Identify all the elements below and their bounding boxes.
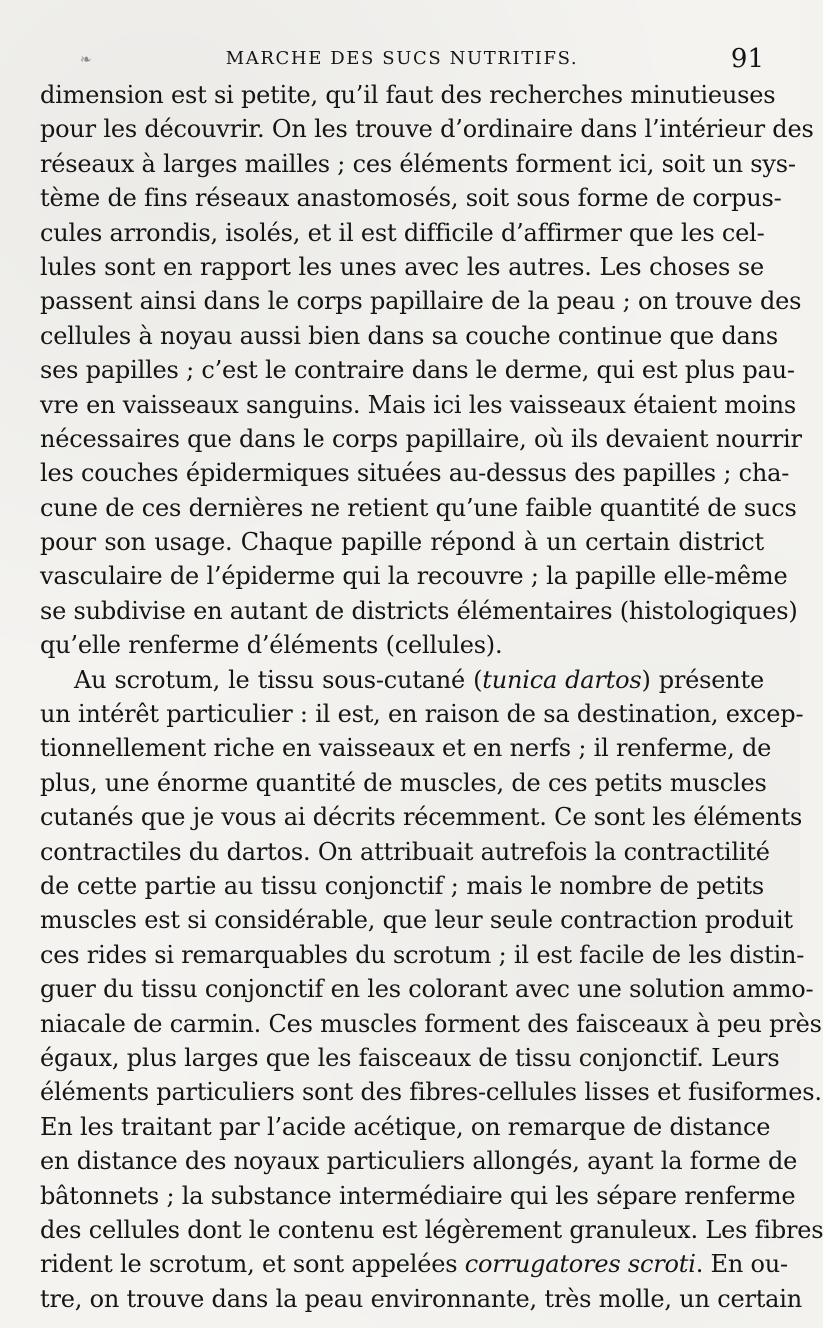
text-line: dimension est si petite, qu’il faut des recherches minutieuses (40, 81, 776, 109)
text-line: ces rides si remarquables du scrotum ; il est facile de les distin- (40, 940, 805, 969)
text-fragment: rident le scrotum, et sont appelées (40, 1250, 465, 1279)
text-line: éléments particuliers sont des fibres-cellules lisses et fusiformes. (40, 1078, 822, 1107)
text-line: tionnellement riche en vaisseaux et en nerfs ; il renferme, de (40, 734, 772, 763)
text-line: En les traitant par l’acide acétique, on remarque de distance (40, 1112, 771, 1141)
text-line: muscles est si considérable, que leur seule contraction produit (40, 906, 793, 935)
text-line: se subdivise en autant de districts élémentaires (histologiques) (40, 596, 798, 625)
paragraph-end-line: qu’elle renferme d’éléments (cellules). (40, 631, 503, 660)
page-number: 91 (730, 44, 764, 74)
text-line: cules arrondis, isolés, et il est difficile d’affirmer que les cel- (40, 218, 765, 247)
text-line: guer du tissu conjonctif en les colorant avec une solution ammo- (40, 975, 814, 1004)
text-line: plus, une énorme quantité de muscles, de ces petits muscles (40, 768, 767, 797)
text-line: de cette partie au tissu conjonctif ; mais le nombre de petits (40, 871, 764, 900)
text-fragment: ) présente (641, 665, 764, 694)
text-line: nécessaires que dans le corps papillaire, où ils devaient nourrir (40, 424, 802, 453)
text-line: niacale de carmin. Ces muscles forment des faisceaux à peu près (40, 1009, 822, 1038)
text-line: cellules à noyau aussi bien dans sa couche continue que dans (40, 321, 779, 350)
running-header (40, 44, 764, 74)
text-line: tème de fins réseaux anastomosés, soit sous forme de corpus- (40, 184, 782, 213)
text-line: des cellules dont le contenu est légèrement granuleux. Les fibres (40, 1215, 823, 1244)
text-line (40, 1247, 788, 1281)
text-line: passent ainsi dans le corps papillaire de la peau ; on trouve des (40, 287, 802, 316)
text-line: ses papilles ; c’est le contraire dans le derme, qui est plus pau- (40, 356, 795, 385)
text-line: tre, on trouve dans la peau environnante, très molle, un certain (40, 1284, 803, 1313)
italic-term: tunica dartos (482, 665, 642, 694)
text-fragment: . En ou- (695, 1250, 788, 1279)
text-line: égaux, plus larges que les faisceaux de tissu conjonctif. Leurs (40, 1043, 780, 1072)
text-line: réseaux à larges mailles ; ces éléments forment ici, soit un sys- (40, 149, 796, 178)
text-line: bâtonnets ; la substance intermédiaire qui les sépare renferme (40, 1181, 796, 1210)
paragraph-start-line (40, 663, 764, 697)
text-line: en distance des noyaux particuliers allongés, ayant la forme de (40, 1147, 798, 1176)
text-fragment: Au scrotum, le tissu sous-cutané ( (74, 665, 483, 694)
italic-term: corrugatores scroti (464, 1250, 696, 1279)
text-line: cune de ces dernières ne retient qu’une faible quantité de sucs (40, 493, 797, 522)
text-line: vasculaire de l’épiderme qui la recouvre ; la papille elle-même (40, 562, 788, 591)
ornament-mark: ❧ (80, 52, 92, 68)
text-line: cutanés que je vous ai décrits récemment. Ce sont les éléments (40, 803, 803, 832)
text-line: les couches épidermiques situées au-dessus des papilles ; cha- (40, 459, 790, 488)
text-line: lules sont en rapport les unes avec les autres. Les choses se (40, 252, 764, 281)
chapter-title: MARCHE DES SUCS NUTRITIFS. (225, 48, 579, 69)
text-line: contractiles du dartos. On attribuait autrefois la contractilité (40, 837, 770, 866)
text-line: un intérêt particulier : il est, en raison de sa destination, excep- (40, 700, 804, 729)
body-text (40, 78, 823, 1316)
text-line: pour les découvrir. On les trouve d’ordinaire dans l’intérieur des (40, 115, 814, 144)
text-line: pour son usage. Chaque papille répond à un certain district (40, 528, 764, 557)
text-line: vre en vaisseaux sanguins. Mais ici les vaisseaux étaient moins (40, 390, 796, 419)
